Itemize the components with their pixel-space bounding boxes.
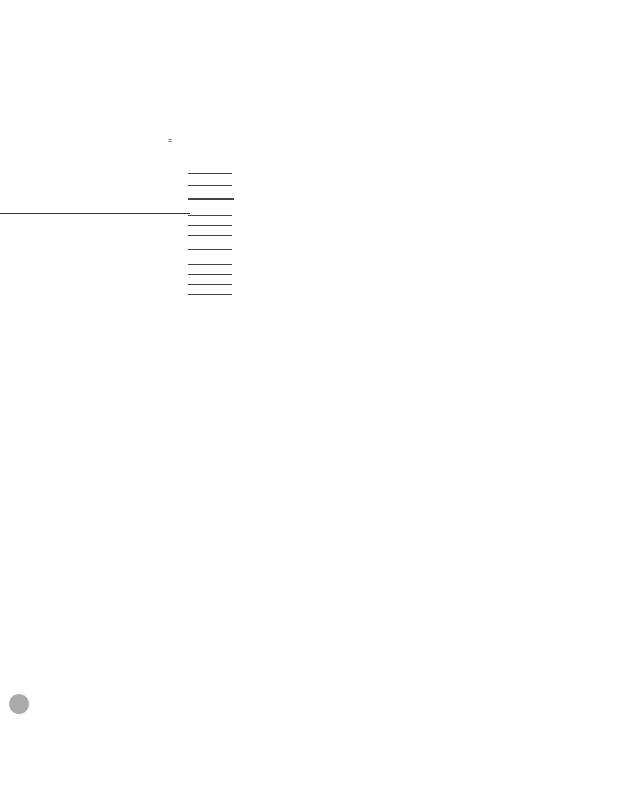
divider-line <box>0 213 190 214</box>
param-value <box>188 235 232 236</box>
equation <box>168 138 172 146</box>
param-value <box>188 198 234 200</box>
param-value <box>188 274 232 275</box>
param-value <box>188 173 232 174</box>
param-value <box>188 294 232 295</box>
equation-equals: = <box>168 138 173 145</box>
param-value <box>188 225 232 226</box>
param-value <box>188 249 232 250</box>
param-value <box>188 284 232 285</box>
param-value <box>188 185 232 186</box>
param-value <box>188 264 232 265</box>
param-value <box>188 215 232 216</box>
hole-punch-mark <box>9 694 29 714</box>
